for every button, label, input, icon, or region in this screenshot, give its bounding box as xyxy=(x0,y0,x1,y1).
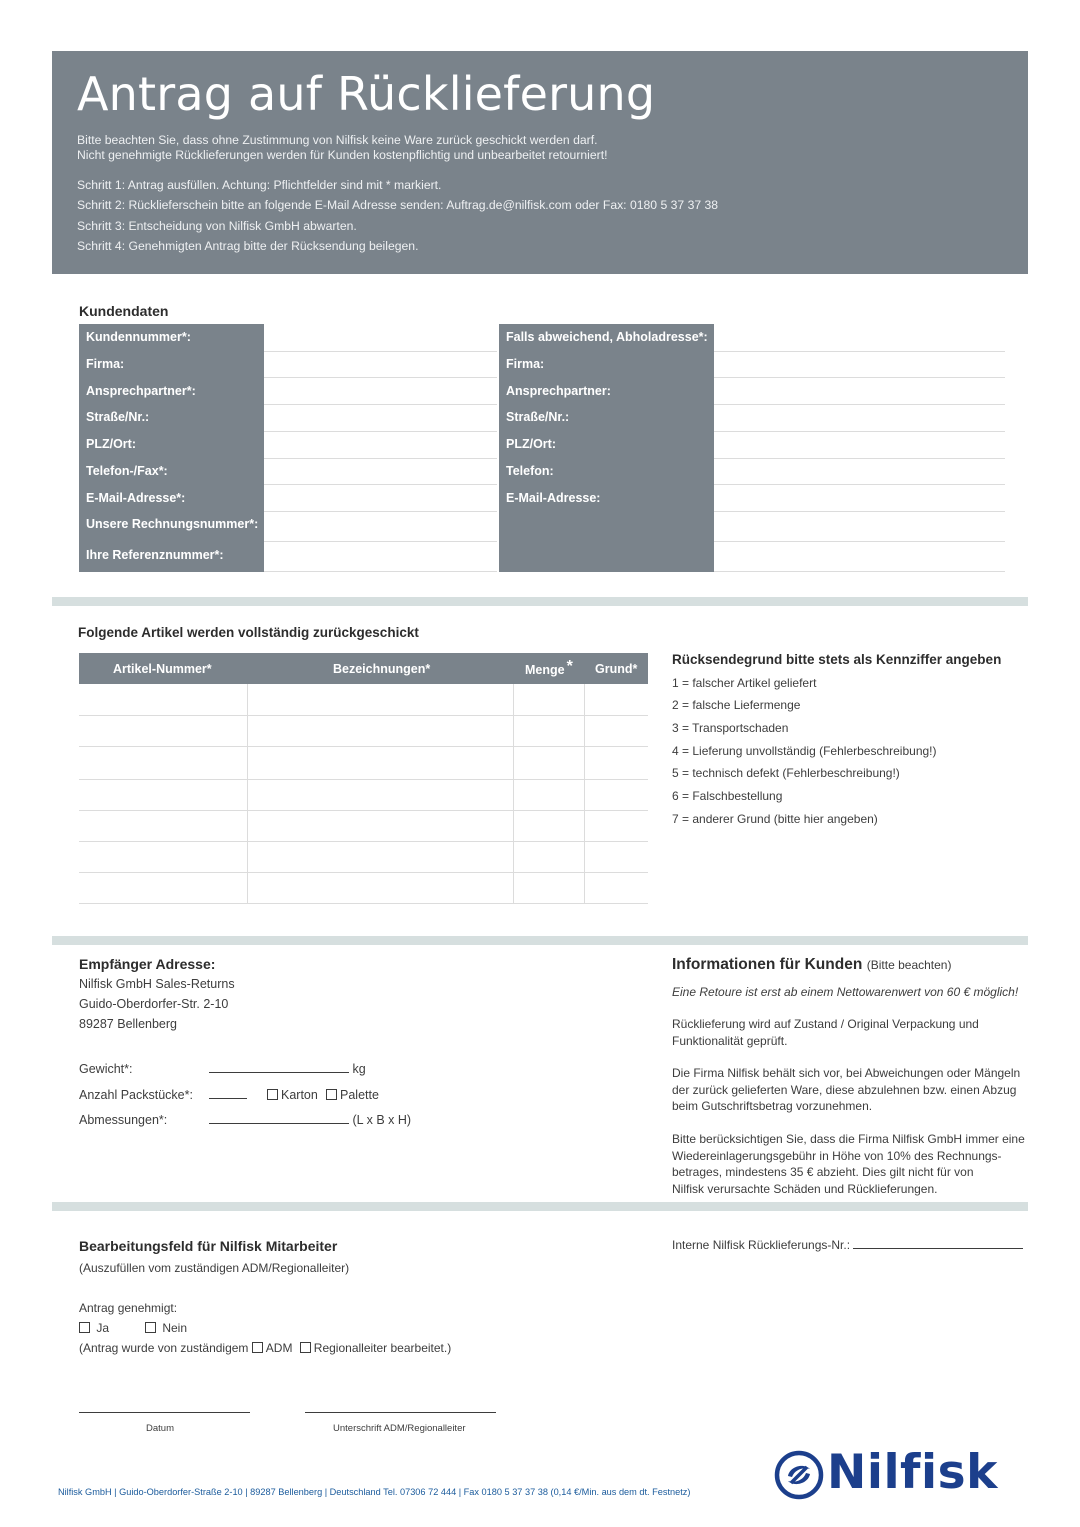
section-divider-3 xyxy=(52,1202,1028,1211)
info-paragraph-1 xyxy=(672,1016,1032,1049)
page-title: Antrag auf Rücklieferung xyxy=(77,67,656,121)
notice-line-2: Nicht genehmigte Rücklieferungen werden für Kunden kostenpflichtig und unbearbeitet retourniert! xyxy=(77,148,608,162)
field-pickup-phone[interactable] xyxy=(714,484,1005,485)
label-invoice-number: Unsere Rechnungsnummer*: xyxy=(86,517,259,531)
recipient-line: Nilfisk GmbH Sales-Returns xyxy=(79,977,235,991)
field-pickup-extra-2[interactable] xyxy=(714,571,1005,572)
processed-by-row xyxy=(79,1341,451,1355)
col-description: Bezeichnungen* xyxy=(333,662,431,676)
col-quantity-asterisk: * xyxy=(566,658,573,675)
processing-heading: Bearbeitungsfeld für Nilfisk Mitarbeiter xyxy=(79,1238,338,1254)
field-pickup-address[interactable] xyxy=(714,351,1005,352)
field-contact[interactable] xyxy=(264,404,497,405)
label-pickup-company: Firma: xyxy=(506,357,545,371)
box-option-label: Karton xyxy=(281,1088,318,1102)
table-row[interactable] xyxy=(79,872,648,873)
adm-checkbox[interactable] xyxy=(252,1342,263,1353)
field-email[interactable] xyxy=(264,511,497,512)
label-customer-number: Kundennummer*: xyxy=(86,330,191,344)
label-reference-number: Ihre Referenznummer*: xyxy=(86,548,224,562)
field-phone-fax[interactable] xyxy=(264,484,497,485)
reasons-heading: Rücksendegrund bitte stets als Kennziffer angeben xyxy=(672,652,1002,667)
field-pickup-email[interactable] xyxy=(714,511,1005,512)
nilfisk-logo-text: Nilfisk xyxy=(827,1445,998,1500)
info-line: Nilfisk verursachte Schäden und Rücklieferungen. xyxy=(672,1181,938,1196)
regional-label: Regionalleiter bearbeitet.) xyxy=(313,1341,452,1355)
label-pickup-phone: Telefon: xyxy=(506,464,554,478)
footer-text: Nilfisk GmbH | Guido-Oberdorfer-Straße 2-10 | 89287 Bellenberg | Deutschland Tel. 07306 72 444 | Fax 0180 5 37 37 38 (0,14 €/Min. aus dem dt. Festnetz) xyxy=(58,1487,691,1497)
yes-label: Ja xyxy=(96,1321,110,1335)
field-pickup-contact[interactable] xyxy=(714,404,1005,405)
step-1: Schritt 1: Antrag ausfüllen. Achtung: Pflichtfelder sind mit * markiert. xyxy=(77,178,442,192)
label-pickup-street: Straße/Nr.: xyxy=(506,410,570,424)
processing-subheading: (Auszufüllen vom zuständigen ADM/Regionalleiter) xyxy=(79,1261,350,1275)
adm-label: ADM xyxy=(265,1341,293,1355)
col-divider xyxy=(247,684,248,904)
field-pickup-extra-1[interactable] xyxy=(714,541,1005,542)
dims-underline[interactable] xyxy=(209,1114,349,1124)
internal-number-field[interactable] xyxy=(853,1239,1023,1249)
weight-field[interactable] xyxy=(209,1062,366,1076)
field-customer-number[interactable] xyxy=(264,351,497,352)
field-street[interactable] xyxy=(264,431,497,432)
field-pickup-company[interactable] xyxy=(714,377,1005,378)
dims-label: Abmessungen*: xyxy=(79,1113,168,1127)
notice-line-1: Bitte beachten Sie, dass ohne Zustimmung von Nilfisk keine Ware zurück geschickt werden darf. xyxy=(77,133,598,147)
field-pickup-zip-city[interactable] xyxy=(714,458,1005,459)
info-heading-row xyxy=(672,956,951,974)
col-divider xyxy=(513,684,514,904)
packages-field[interactable] xyxy=(209,1088,247,1102)
label-pickup-zip-city: PLZ/Ort: xyxy=(506,437,556,451)
field-reference-number[interactable] xyxy=(264,571,497,572)
pallet-checkbox[interactable] xyxy=(326,1089,337,1100)
date-label: Datum xyxy=(146,1423,174,1434)
customer-label-column xyxy=(79,324,264,572)
field-company[interactable] xyxy=(264,377,497,378)
articles-table xyxy=(79,653,648,904)
label-phone-fax: Telefon-/Fax*: xyxy=(86,464,168,478)
col-quantity xyxy=(525,658,573,679)
info-line: Bitte berücksichtigen Sie, dass die Firma Nilfisk GmbH immer eine xyxy=(672,1132,1025,1146)
weight-unit: kg xyxy=(352,1062,366,1076)
step-4: Schritt 4: Genehmigten Antrag bitte der Rücksendung beilegen. xyxy=(77,239,419,253)
no-checkbox[interactable] xyxy=(145,1322,156,1333)
no-label: Nein xyxy=(162,1321,188,1335)
table-row[interactable] xyxy=(79,841,648,842)
info-line: Funktionalität geprüft. xyxy=(672,1033,788,1048)
recipient-line: Guido-Oberdorfer-Str. 2-10 xyxy=(79,997,229,1011)
label-email: E-Mail-Adresse*: xyxy=(86,491,186,505)
signature-label: Unterschrift ADM/Regionalleiter xyxy=(333,1423,466,1434)
section-divider-2 xyxy=(52,936,1028,945)
recipient-heading: Empfänger Adresse: xyxy=(79,956,216,972)
info-heading: Informationen für Kunden xyxy=(672,956,863,973)
pickup-label-column xyxy=(499,324,714,572)
pallet-option-label: Palette xyxy=(340,1088,379,1102)
field-pickup-street[interactable] xyxy=(714,431,1005,432)
col-quantity-label: Menge xyxy=(525,663,565,677)
reason-item: 2 = falsche Liefermenge xyxy=(672,698,801,712)
internal-number-row xyxy=(672,1238,1023,1252)
label-pickup-address: Falls abweichend, Abholadresse*: xyxy=(506,330,708,344)
reason-item: 4 = Lieferung unvollständig (Fehlerbeschreibung!) xyxy=(672,744,937,758)
approved-yes[interactable] xyxy=(79,1321,109,1335)
articles-table-header xyxy=(79,653,648,684)
processed-prefix: (Antrag wurde von zuständigem xyxy=(79,1341,249,1355)
info-paragraph-3 xyxy=(672,1131,1032,1197)
col-reason: Grund* xyxy=(595,662,638,676)
table-row[interactable] xyxy=(79,715,648,716)
label-company: Firma: xyxy=(86,357,125,371)
info-line: betrages, mindestens 35 € abzieht. Dies gilt nicht für von xyxy=(672,1165,974,1179)
nilfisk-emblem-icon xyxy=(774,1450,824,1500)
info-line: beim Gutschriftsbetrag vorzunehmen. xyxy=(672,1099,873,1113)
recipient-line: 89287 Bellenberg xyxy=(79,1017,177,1031)
reason-item: 3 = Transportschaden xyxy=(672,721,789,735)
label-pickup-email: E-Mail-Adresse: xyxy=(506,491,601,505)
info-line: Rücklieferung wird auf Zustand / Original Verpackung und xyxy=(672,1017,979,1031)
dims-unit: (L x B x H) xyxy=(352,1113,412,1127)
table-row[interactable] xyxy=(79,746,648,747)
reason-item: 1 = falscher Artikel geliefert xyxy=(672,676,817,690)
reason-item: 5 = technisch defekt (Fehlerbeschreibung!) xyxy=(672,766,900,780)
step-3: Schritt 3: Entscheidung von Nilfisk GmbH abwarten. xyxy=(77,219,357,233)
box-option[interactable] xyxy=(267,1088,318,1102)
info-line: Die Firma Nilfisk behält sich vor, bei Abweichungen oder Mängeln xyxy=(672,1066,1021,1080)
nilfisk-logo xyxy=(774,1447,1030,1501)
approved-label: Antrag genehmigt: xyxy=(79,1301,178,1315)
internal-number-label: Interne Nilfisk Rücklieferungs-Nr.: xyxy=(672,1238,851,1252)
weight-label: Gewicht*: xyxy=(79,1062,133,1076)
approved-no[interactable] xyxy=(145,1321,187,1335)
articles-heading: Folgende Artikel werden vollständig zurückgeschickt xyxy=(78,625,419,640)
table-row[interactable] xyxy=(79,903,648,904)
info-italic-note: Eine Retoure ist erst ab einem Nettowarenwert von 60 € möglich! xyxy=(672,985,1019,999)
label-pickup-contact: Ansprechpartner: xyxy=(506,384,611,398)
info-paragraph-2 xyxy=(672,1065,1032,1115)
section-divider-1 xyxy=(52,597,1028,606)
step-2: Schritt 2: Rücklieferschein bitte an folgende E-Mail Adresse senden: Auftrag.de@nilfisk.com oder Fax: 0180 5 37 37 38 xyxy=(77,198,719,212)
packages-label: Anzahl Packstücke*: xyxy=(79,1088,193,1102)
label-zip-city: PLZ/Ort: xyxy=(86,437,136,451)
info-line: der zurück gelieferten Ware, diese abzulehnen bzw. einen Abzug xyxy=(672,1082,1017,1097)
regional-checkbox[interactable] xyxy=(300,1342,311,1353)
weight-underline[interactable] xyxy=(209,1063,349,1073)
reason-item: 6 = Falschbestellung xyxy=(672,789,783,803)
label-contact: Ansprechpartner*: xyxy=(86,384,196,398)
label-street: Straße/Nr.: xyxy=(86,410,150,424)
header-banner xyxy=(52,51,1028,274)
pallet-option[interactable] xyxy=(326,1088,379,1102)
info-line: Wiedereinlagerungsgebühr in Höhe von 10% des Rechnungs- xyxy=(672,1148,1002,1163)
dims-field[interactable] xyxy=(209,1113,411,1127)
col-article-number: Artikel-Nummer* xyxy=(113,662,212,676)
info-heading-note: (Bitte beachten) xyxy=(866,958,952,972)
yes-checkbox[interactable] xyxy=(79,1322,90,1333)
table-row[interactable] xyxy=(79,810,648,811)
field-invoice-number[interactable] xyxy=(264,541,497,542)
reason-item: 7 = anderer Grund (bitte hier angeben) xyxy=(672,812,878,826)
box-checkbox[interactable] xyxy=(267,1089,278,1100)
signature-line[interactable] xyxy=(305,1412,496,1413)
table-row[interactable] xyxy=(79,779,648,780)
packages-underline[interactable] xyxy=(209,1089,247,1099)
customer-data-heading: Kundendaten xyxy=(79,303,169,319)
field-zip-city[interactable] xyxy=(264,458,497,459)
col-divider xyxy=(584,684,585,904)
date-line[interactable] xyxy=(79,1412,250,1413)
